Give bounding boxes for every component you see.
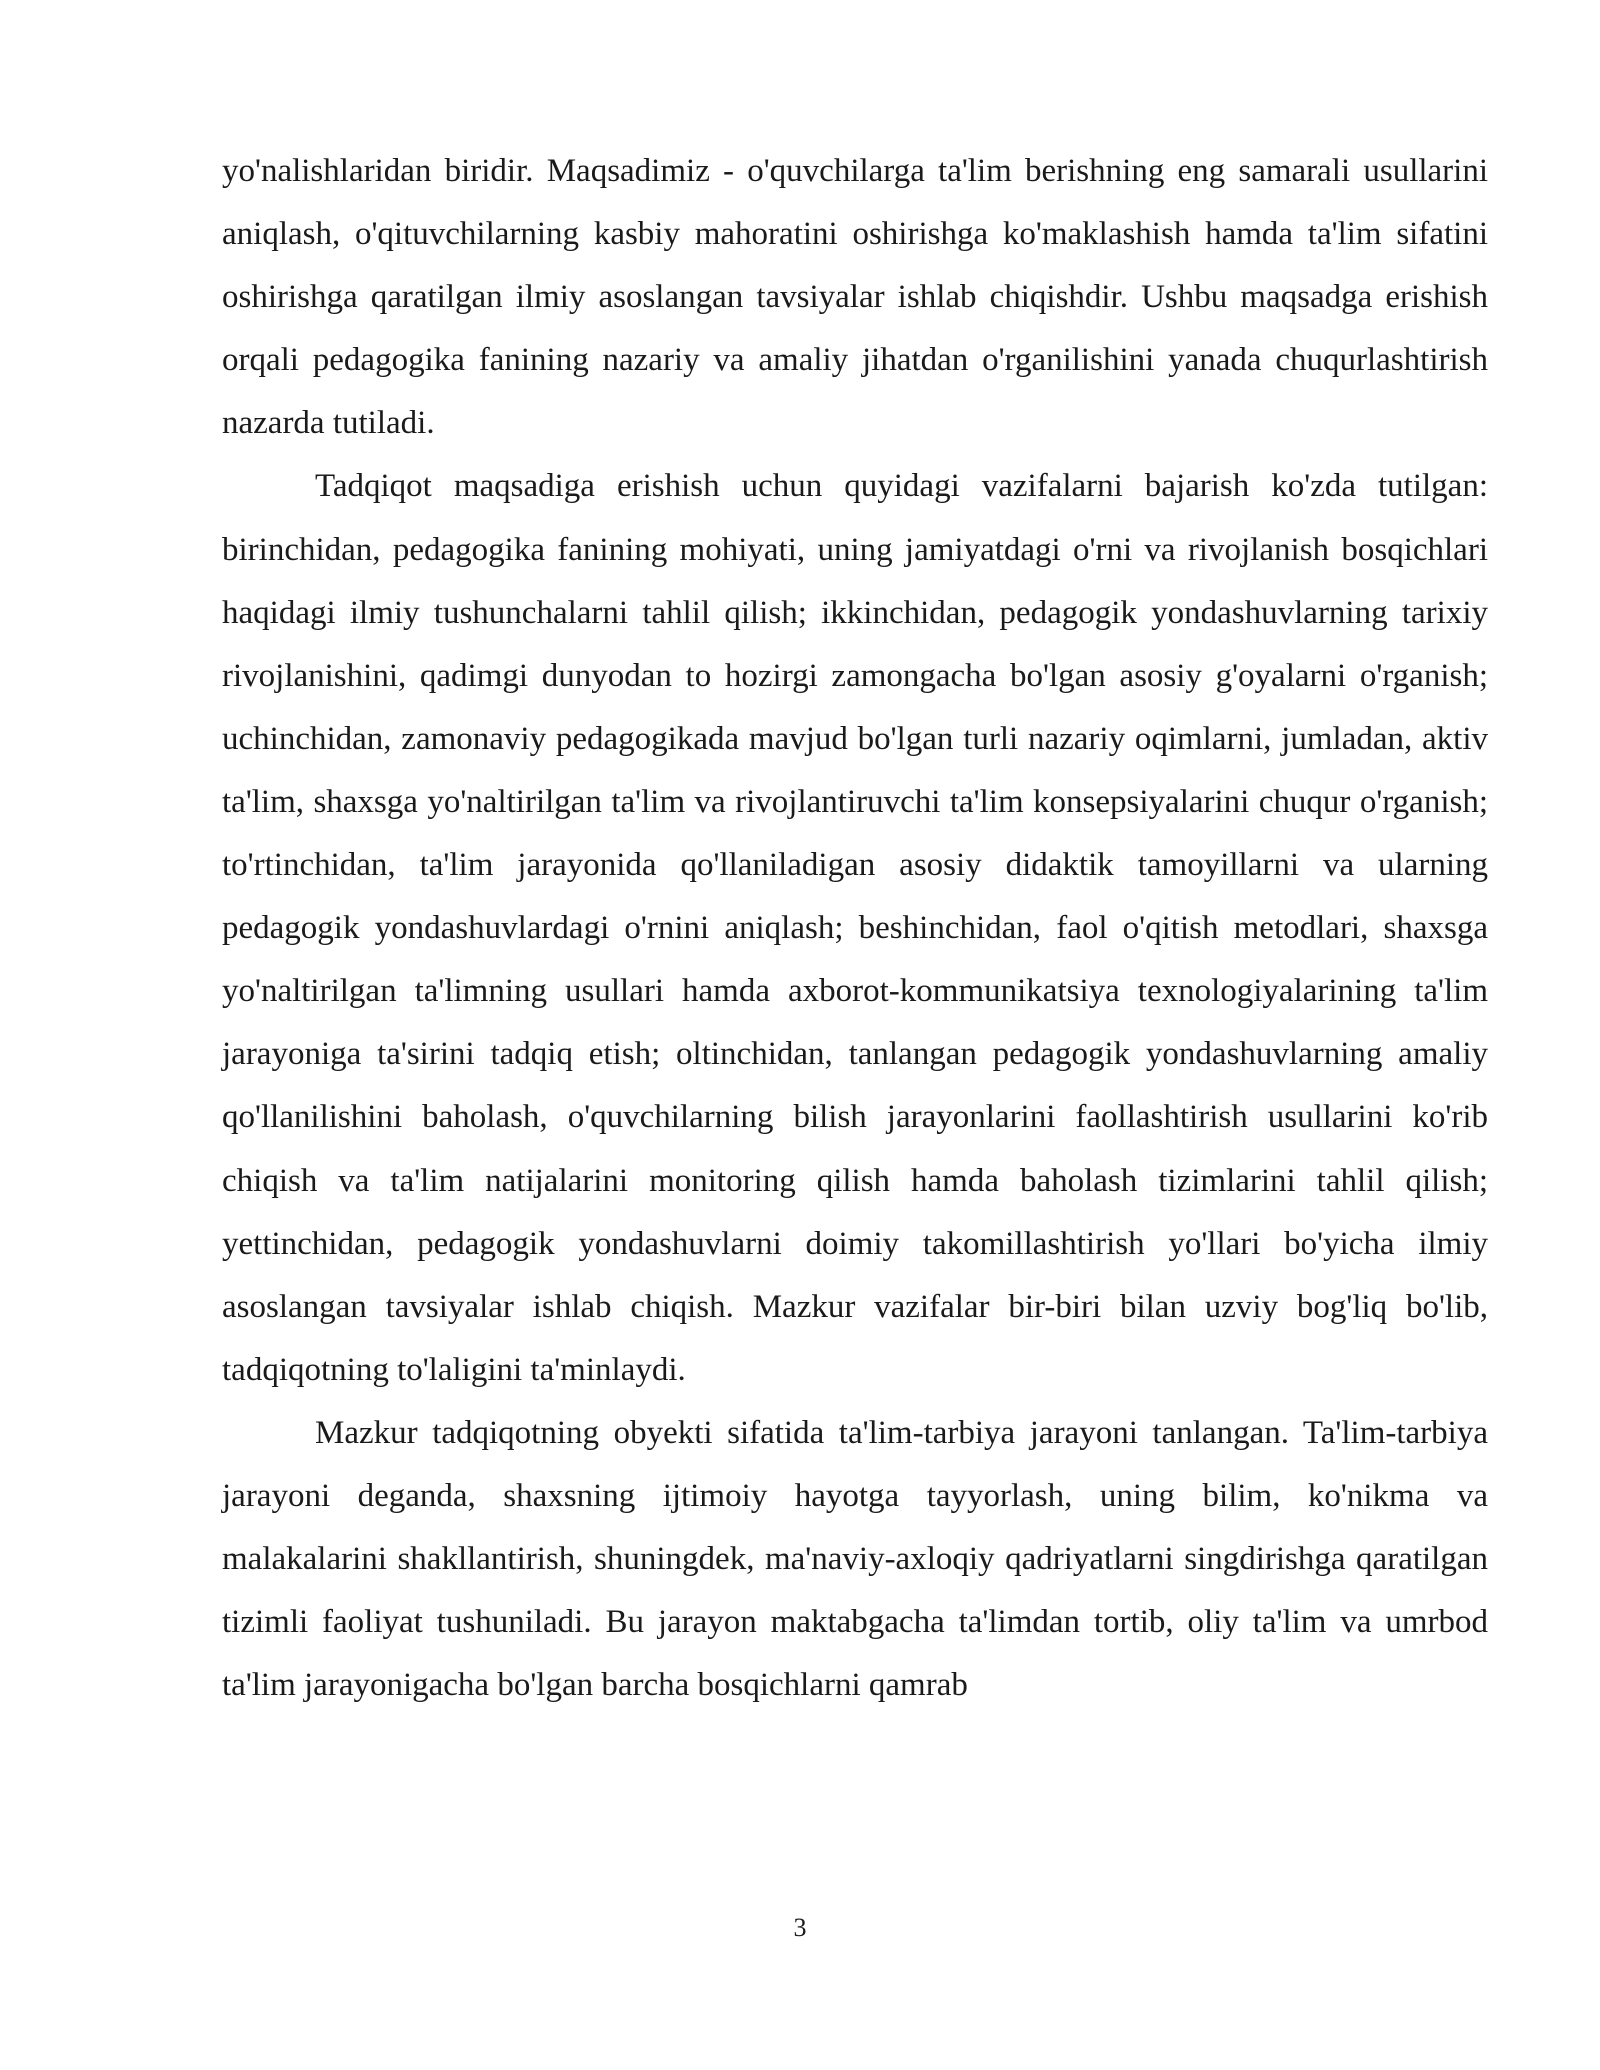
body-text	[222, 140, 1488, 1717]
paragraph-3: Mazkur tadqiqotning obyekti sifatida ta'lim-tarbiya jarayoni tanlangan. Ta'lim-tarbiya jarayoni deganda, shaxsning ijtimoiy hayotga tayyorlash, uning bilim, ko'nikma va malakalarini shakllantirish, shuningdek, ma'naviy-axloqiy qadriyatlarni singdirishga qaratilgan tizimli faoliyat tushuniladi. Bu jarayon maktabgacha ta'limdan tortib, oliy ta'lim va umrbod ta'lim jarayonigacha bo'lgan barcha bosqichlarni qamrab	[222, 1414, 1488, 1704]
page-number: 3	[793, 1913, 807, 1942]
paragraph-1: yo'nalishlaridan biridir. Maqsadimiz - o'quvchilarga ta'lim berishning eng samarali usullarini aniqlash, o'qituvchilarning kasbiy mahoratini oshirishga ko'maklashish hamda ta'lim sifatini oshirishga qaratilgan ilmiy asoslangan tavsiyalar ishlab chiqishdir. Ushbu maqsadga erishish orqali pedagogika fanining nazariy va amaliy jihatdan o'rganilishini yanada chuqurlashtirish nazarda tutiladi.	[222, 153, 1488, 442]
paragraph-2: Tadqiqot maqsadiga erishish uchun quyidagi vazifalarni bajarish ko'zda tutilgan: birinchidan, pedagogika fanining mohiyati, uning jamiyatdagi o'rni va rivojlanish bosqichlari haqidagi ilmiy tushunchalarni tahlil qilish; ikkinchidan, pedagogik yondashuvlarning tarixiy rivojlanishini, qadimgi dunyodan to hozirgi zamongacha bo'lgan asosiy g'oyalarni o'rganish; uchinchidan, zamonaviy pedagogikada mavjud bo'lgan turli nazariy oqimlarni, jumladan, aktiv ta'lim, shaxsga yo'naltirilgan ta'lim va rivojlantiruvchi ta'lim konsepsiyalarini chuqur o'rganish; to'rtinchidan, ta'lim jarayonida qo'llaniladigan asosiy didaktik tamoyillarni va ularning pedagogik yondashuvlardagi o'rnini aniqlash; beshinchidan, faol o'qitish metodlari, shaxsga yo'naltirilgan ta'limning usullari hamda axborot-kommunikatsiya texnologiyalarining ta'lim jarayoniga ta'sirini tadqiq etish; oltinchidan, tanlangan pedagogik yondashuvlarning amaliy qo'llanilishini baholash, o'quvchilarning bilish jarayonlarini faollashtirish usullarini ko'rib chiqish va ta'lim natijalarini monitoring qilish hamda baholash tizimlarini tahlil qilish; yettinchidan, pedagogik yondashuvlarni doimiy takomillashtirish yo'llari bo'yicha ilmiy asoslangan tavsiyalar ishlab chiqish. Mazkur vazifalar bir-biri bilan uzviy bog'liq bo'lib, tadqiqotning to'laligini ta'minlaydi.	[222, 468, 1488, 1388]
